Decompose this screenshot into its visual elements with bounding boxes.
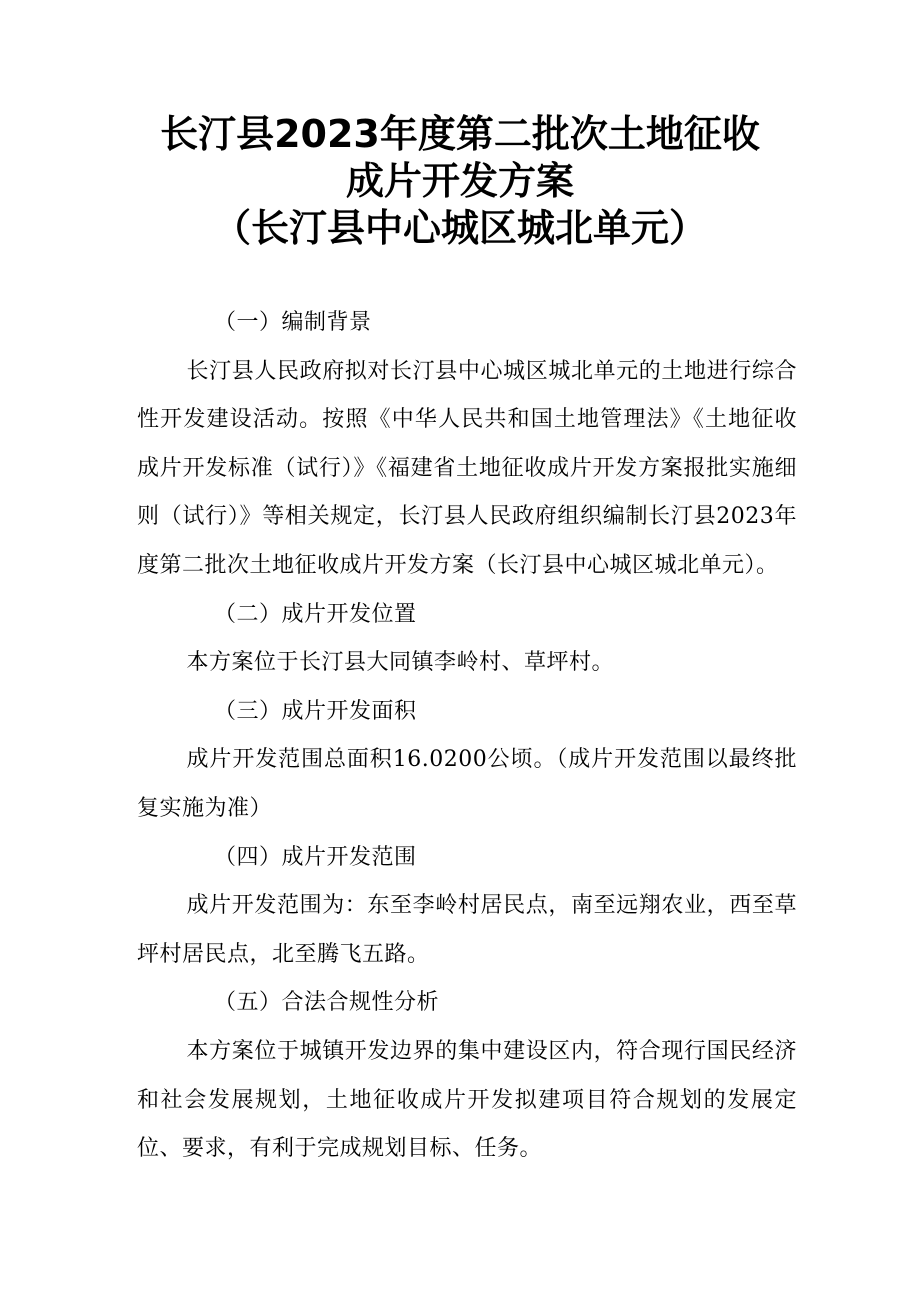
section-body-location: 本方案位于长汀县大同镇李岭村、草坪村。 xyxy=(186,650,615,676)
section-heading-area: （三）成片开发面积 xyxy=(214,698,417,724)
section-body-area: 成片开发范围总面积16.0200公顷。（成片开发范围以最终批复实施为准） xyxy=(137,747,797,821)
title-line-3: （长汀县中心城区城北单元） xyxy=(212,206,707,250)
document-title xyxy=(0,111,920,252)
section-body-scope: 成片开发范围为：东至李岭村居民点，南至远翔农业，西至草坪村居民点，北至腾飞五路。 xyxy=(137,893,797,967)
section-body-background: 长汀县人民政府拟对长汀县中心城区城北单元的土地进行综合性开发建设活动。按照《中华人民共和国土地管理法》《土地征收成片开发标准（试行）》《福建省土地征收成片开发方案报批实施细则（试行）》等相关规定，长汀县人民政府组织编制长汀县2023年度第二批次土地征收成片开发方案（长汀县中心城区城北单元）。 xyxy=(137,358,797,578)
title-line-1: 长汀县2023年度第二批次土地征收 xyxy=(160,112,760,156)
section-body-compliance: 本方案位于城镇开发边界的集中建设区内，符合现行国民经济和社会发展规划，土地征收成片开发拟建项目符合规划的发展定位、要求，有利于完成规划目标、任务。 xyxy=(137,1038,797,1162)
section-heading-background: （一）编制背景 xyxy=(214,310,372,335)
title-line-2: 成片开发方案 xyxy=(345,159,574,203)
section-heading-location: （二）成片开发位置 xyxy=(214,601,417,627)
document-body xyxy=(137,299,797,1174)
section-heading-compliance: （五）合法合规性分析 xyxy=(214,990,440,1016)
section-heading-scope: （四）成片开发范围 xyxy=(214,844,417,870)
